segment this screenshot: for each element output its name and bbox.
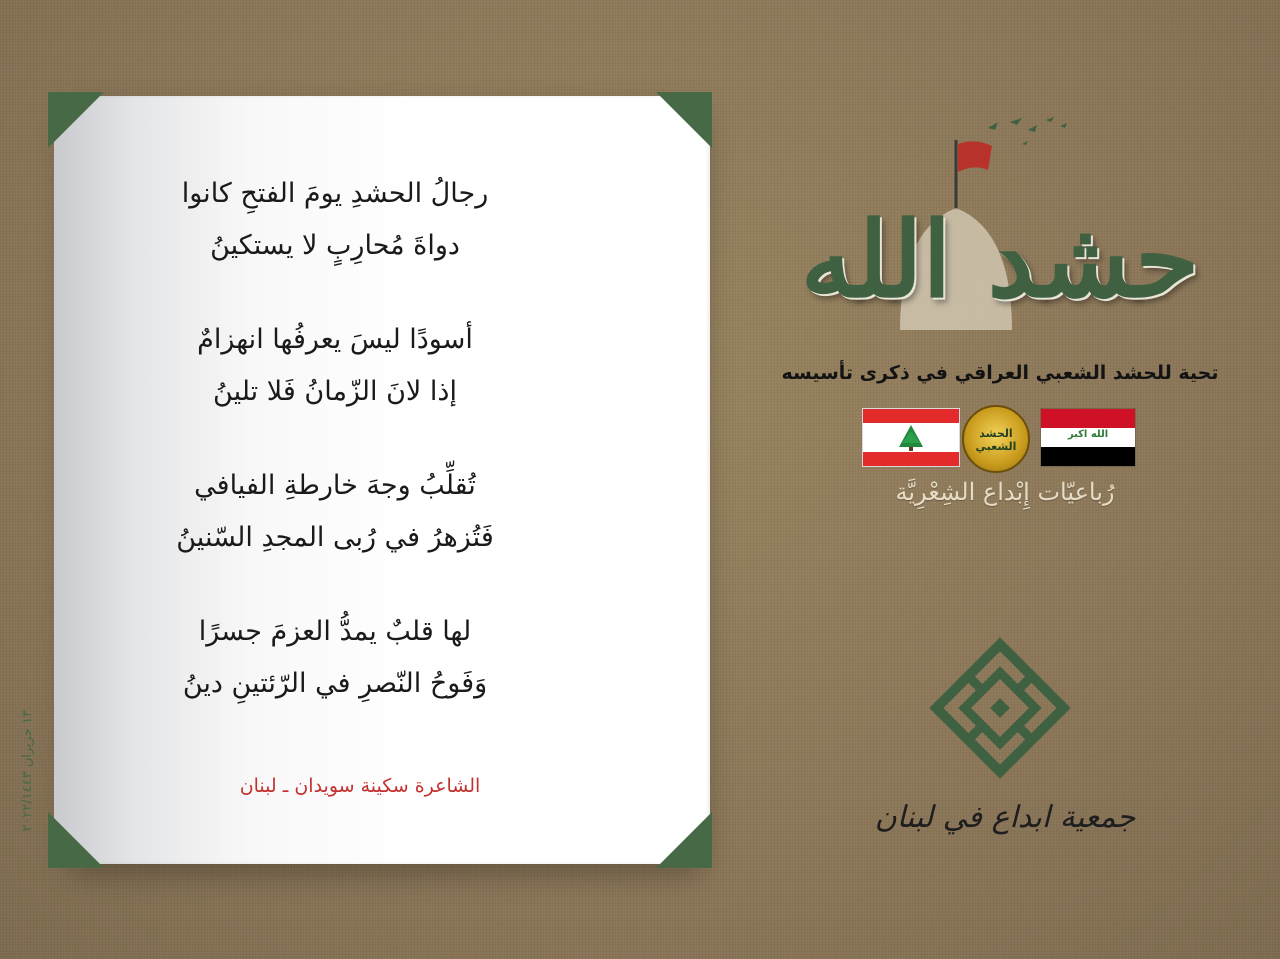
poem-line: أسودًا ليسَ يعرفُها انهزامٌ	[197, 324, 473, 355]
emblem-text: الحشد الشعبي	[975, 427, 1017, 453]
poem-line: رجالُ الحشدِ يومَ الفتحِ كانوا	[181, 178, 489, 209]
poet-credit: الشاعرة سكينة سويدان ـ لبنان	[239, 775, 481, 797]
stanza	[120, 460, 550, 564]
kufic-square-icon	[925, 633, 1075, 783]
logo-title: حشد الله	[800, 198, 1200, 321]
hashd-emblem-icon	[962, 405, 1030, 473]
iraq-flag-icon	[1040, 408, 1136, 467]
poem-line: وَفَوحُ النّصرِ في الرّئتينِ دينُ	[182, 668, 488, 699]
poem-line: تُقلِّبُ وجهَ خارطةِ الفيافي	[194, 470, 476, 501]
collection-title: رُباعيّات إِبْداع الشِعْرِيَّة	[895, 478, 1115, 506]
corner-bottom-right	[656, 812, 712, 868]
cedar-icon	[863, 409, 959, 466]
stanza	[120, 606, 550, 710]
poem-line: دواةَ مُحارِبٍ لا يستكينُ	[210, 230, 460, 261]
corner-bottom-left	[48, 812, 104, 868]
poem	[120, 168, 550, 752]
poem-line: لها قلبٌ يمدُّ العزمَ جسرًا	[198, 616, 472, 647]
stanza	[120, 314, 550, 418]
poem-line: إذا لانَ الزّمانُ فَلا تلينُ	[213, 376, 457, 407]
stanza	[120, 168, 550, 272]
birds-icon	[988, 117, 1067, 145]
poem-line: فَتُزهرُ في رُبى المجدِ السّنينُ	[176, 522, 494, 553]
corner-top-left	[48, 92, 104, 148]
association-logo-text: جمعية ابداع في لبنان	[874, 800, 1136, 835]
iraq-takbir: الله اكبر	[1067, 429, 1109, 440]
date-label: ١٣ حزيران ٢٠٢٢/١٤٤٣	[20, 710, 35, 832]
logo-subtitle: تحية للحشد الشعبي العراقي في ذكرى تأسيسه	[781, 362, 1219, 384]
lebanon-flag-icon	[862, 408, 960, 467]
corner-top-right	[656, 92, 712, 148]
